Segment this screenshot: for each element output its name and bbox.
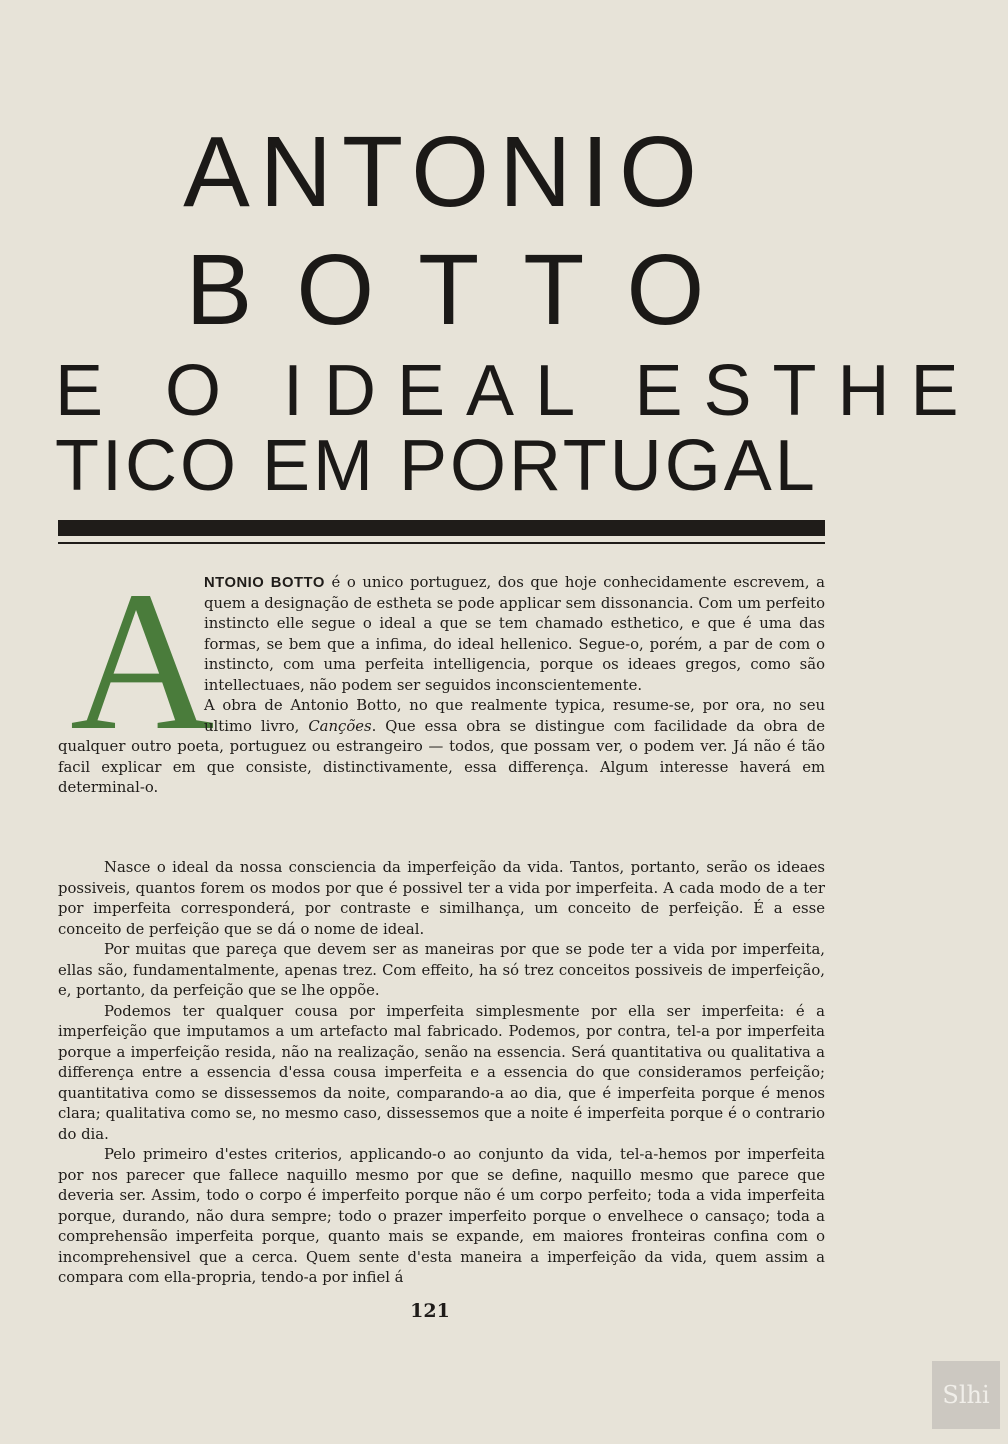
watermark-logo: Slhi	[932, 1361, 1000, 1429]
drop-cap-letter: A	[70, 551, 215, 772]
title-line-3: E O IDEAL ESTHE	[55, 351, 980, 431]
title-line-4: TICO EM PORTUGAL	[55, 426, 818, 506]
intro-paragraph-2a: A obra de Antonio Botto, no que realmente typica, resume-se, por ora, no seu ultimo livro,	[204, 697, 825, 735]
body-text	[58, 858, 825, 1289]
body-paragraph-4: Pelo primeiro d'estes criterios, applicando-o ao conjunto da vida, tel-a-hemos por imperfeita por nos parecer que fallece naquillo mesmo por que se define, naquillo mesmo que parece que deveria ser. Assim, todo o corpo é imperfeito porque não é um corpo perfeito; toda a vida imperfeita porque, durando, não dura sempre; todo o prazer imperfeito porque o envelhece o cansaço; toda a comprehensão imperfeita porque, quanto mais se expande, em maiores fronteiras confina com o incomprehensivel que a cerca. Quem sente d'esta maneira a imperfeição da vida, quem assim a compara com ella-propria, tendo-a por infiel á	[58, 1146, 825, 1286]
title-rule-thick	[58, 520, 825, 536]
intro-paragraph-2b: . Que essa obra se distingue com facilidade da obra de qualquer outro poeta, portuguez ou estrangeiro — todos, que possam ver, o podem ver. Já não é tão facil explicar em que consiste, distinctivamente, essa differença. Algum interesse haverá em determinal-o.	[58, 717, 825, 796]
body-paragraph-1: Nasce o ideal da nossa consciencia da imperfeição da vida. Tantos, portanto, serão os ideaes possiveis, quantos forem os modos por que é possivel ter a vida por imperfeita. A cada modo de a ter por imperfeita corresponderá, por contraste e similhança, um conceito de perfeição. É a esse conceito de perfeição que se dá o nome de ideal.	[58, 859, 825, 938]
title-line-2: BOTTO	[185, 234, 749, 346]
drop-cap-space	[58, 573, 204, 718]
intro-text	[58, 573, 825, 799]
body-paragraph-3: Podemos ter qualquer cousa por imperfeita simplesmente por ella ser imperfeita: é a imperfeição que imputamos a um artefacto mal fabricado. Podemos, por contra, tel-a por imperfeita porque a imperfeição resida, não na realização, senão na essencia. Será quantitativa ou qualitativa a differença entre a essencia d'essa cousa imperfeita e a essencia do que consideramos perfeição; quantitativa como se dissessemos da noite, comparando-a ao dia, que é imperfeita porque é menos clara; qualitativa como se, no mesmo caso, dissessemos que a noite é imperfeita porque é o contrario do dia.	[58, 1002, 825, 1143]
page-number: 121	[410, 1300, 450, 1322]
intro-lead-name: NTONIO BOTTO	[204, 575, 325, 591]
book-title: Canções	[308, 717, 372, 735]
title-line-1: ANTONIO	[183, 116, 707, 228]
title-rule-thin	[58, 542, 825, 544]
intro-paragraph-1: é o unico portuguez, dos que hoje conhecidamente escrevem, a quem a designação de estheta se pode applicar sem dissonancia. Com um perfeito instincto elle segue o ideal a que se tem chamado esthetico, e que é uma das formas, se bem que a infima, do ideal hellenico. Segue-o, porém, a par de com o instincto, com uma perfeita intelligencia, porque os ideaes gregos, como são intellectuaes, não podem ser seguidos inconscientemente.	[204, 574, 825, 694]
body-paragraph-2: Por muitas que pareça que devem ser as maneiras por que se pode ter a vida por imperfeita, ellas são, fundamentalmente, apenas trez. Com effeito, ha só trez conceitos possiveis de imperfeição, e, portanto, da perfeição que se lhe oppõe.	[58, 941, 825, 999]
